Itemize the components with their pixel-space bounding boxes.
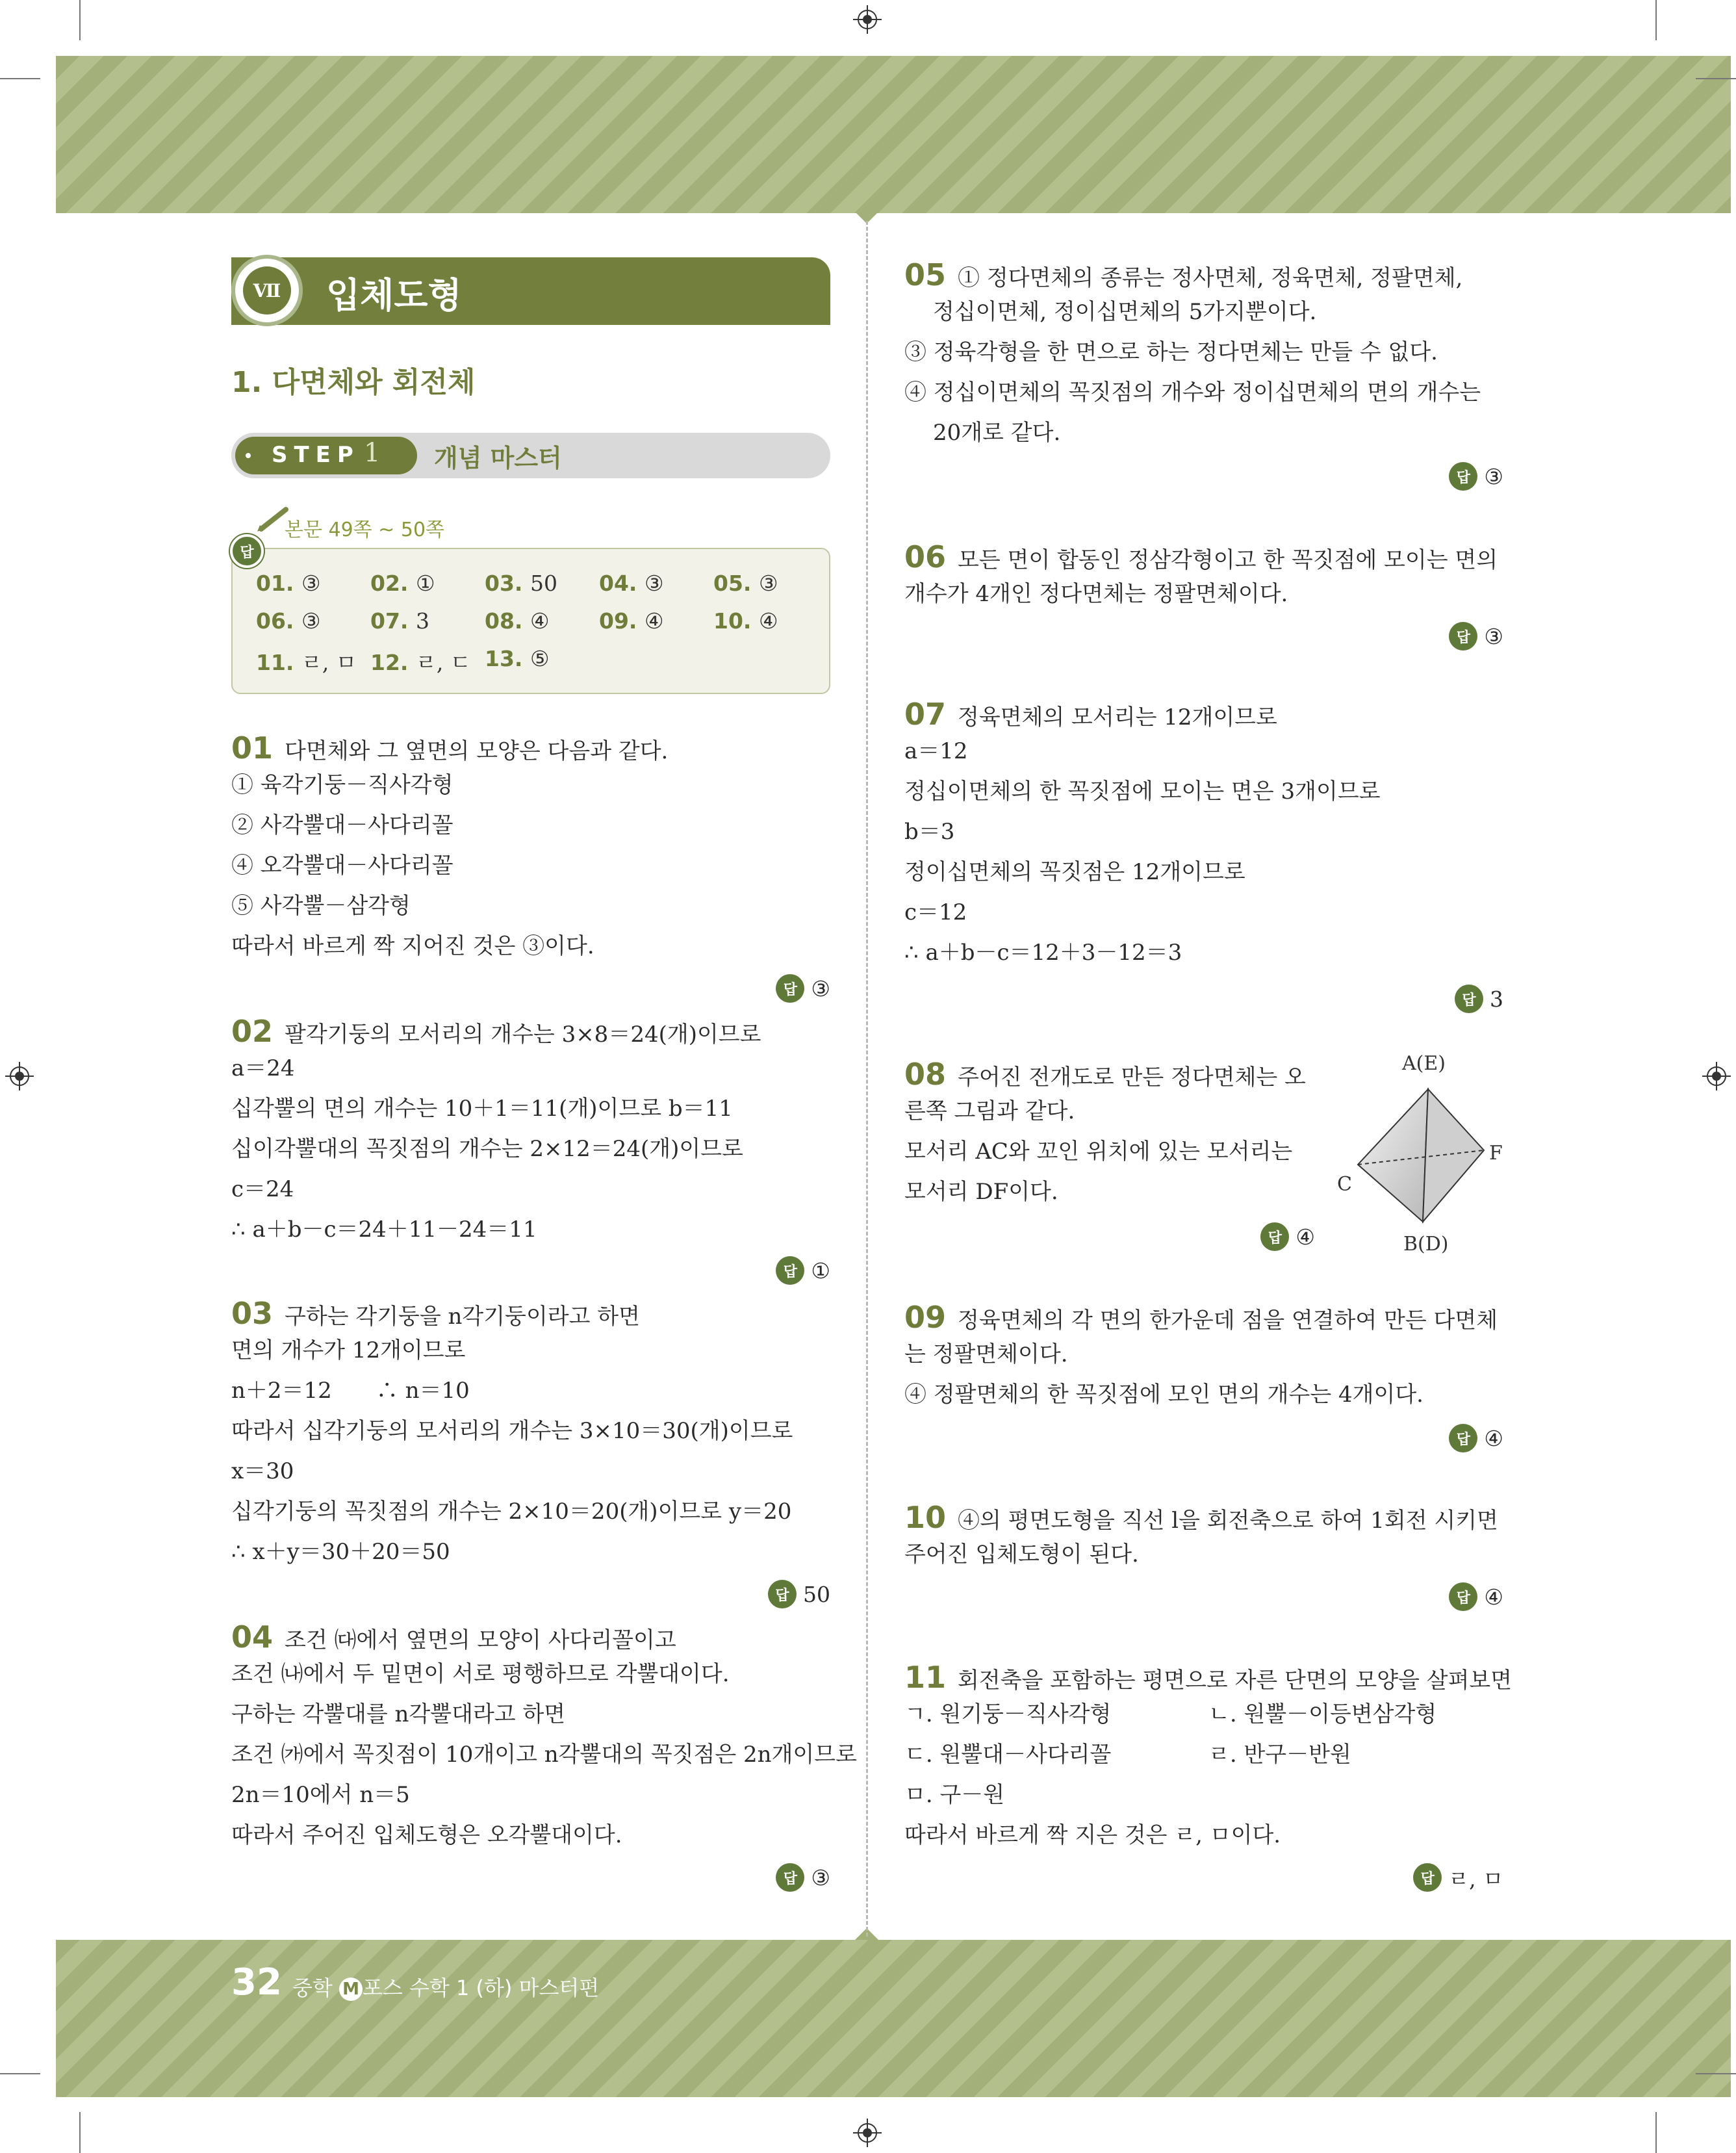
label-bottom: B(D) xyxy=(1403,1233,1449,1256)
text-line: 2n＝10에서 n＝5 xyxy=(231,1782,410,1808)
answer-item xyxy=(485,608,550,634)
chapter-numeral: Ⅶ xyxy=(243,266,291,315)
answer-item xyxy=(599,608,664,634)
answer-value: ㄹ, ㅁ xyxy=(301,650,357,675)
page-number: 32 xyxy=(231,1961,282,2004)
answer-badge xyxy=(1260,1222,1315,1252)
text-line: ④ 정십이면체의 꼭짓점의 개수와 정이십면체의 면의 개수는 xyxy=(904,380,1481,406)
question-text: 정육면체의 모서리는 12개이므로 xyxy=(958,704,1277,730)
crop-mark xyxy=(1655,0,1657,40)
text-line: ④ 정팔면체의 한 꼭짓점에 모인 면의 개수는 4개이다. xyxy=(904,1382,1423,1408)
answer-value: ③ xyxy=(1484,623,1503,649)
book-title-prefix: 중학 xyxy=(292,1976,333,2000)
crop-mark xyxy=(79,0,81,40)
answer-badge xyxy=(768,1579,830,1609)
answer-icon: 답 xyxy=(1449,1582,1477,1611)
answer-value: ③ xyxy=(644,571,664,596)
text-line: 른쪽 그림과 같다. xyxy=(904,1098,1075,1124)
question-text: ① 정다면체의 종류는 정사면체, 정육면체, 정팔면체, xyxy=(958,265,1463,291)
answer-value: ④ xyxy=(530,608,550,634)
question-number: 01 xyxy=(231,730,274,766)
answer-number: 07. xyxy=(370,608,409,634)
answer-value: ③ xyxy=(1484,463,1503,489)
crop-mark xyxy=(1655,2112,1657,2153)
answer-value: ㄹ, ㄷ xyxy=(415,650,471,675)
question-first-line xyxy=(231,1619,676,1655)
text-line: ㄹ. 반구－반원 xyxy=(1208,1742,1351,1768)
answer-badge xyxy=(1449,1582,1503,1612)
registration-mark-icon xyxy=(853,5,882,34)
question-number: 02 xyxy=(231,1014,274,1049)
answer-number: 09. xyxy=(599,608,637,634)
answer-item xyxy=(713,571,778,596)
text-line: 정십이면체의 한 꼭짓점에 모이는 면은 3개이므로 xyxy=(904,779,1381,805)
answer-value: ③ xyxy=(301,571,321,596)
text-line: 개수가 4개인 정다면체는 정팔면체이다. xyxy=(904,581,1288,607)
question-first-line xyxy=(231,1296,640,1331)
answer-icon: 답 xyxy=(1260,1222,1289,1251)
text-line: 따라서 주어진 입체도형은 오각뿔대이다. xyxy=(231,1822,622,1848)
answer-number: 08. xyxy=(485,608,523,634)
text-line: n＋2＝12 ∴ n＝10 xyxy=(231,1378,470,1404)
text-line: 십각기둥의 꼭짓점의 개수는 2×10＝20(개)이므로 y＝20 xyxy=(231,1499,792,1525)
book-title xyxy=(292,1972,599,2002)
text-line: ① 육각기둥－직사각형 xyxy=(231,772,453,798)
label-right: F xyxy=(1489,1142,1503,1165)
text-line: ㅁ. 구－원 xyxy=(904,1782,1005,1808)
text-line: ∴ a＋b－c＝12＋3－12＝3 xyxy=(904,940,1182,966)
question-text: 다면체와 그 옆면의 모양은 다음과 같다. xyxy=(285,738,669,764)
text-line: 십각뿔의 면의 개수는 10＋1＝11(개)이므로 b＝11 xyxy=(231,1096,733,1122)
step-dot xyxy=(246,453,251,458)
answer-value: ③ xyxy=(301,608,321,634)
text-line: 조건 ㈏에서 두 밑면이 서로 평행하므로 각뿔대이다. xyxy=(231,1661,730,1687)
answer-value: ④ xyxy=(1484,1425,1503,1451)
answer-item xyxy=(370,571,435,596)
question-text: 주어진 전개도로 만든 정다면체는 오 xyxy=(958,1064,1306,1090)
answer-value: ① xyxy=(415,571,435,596)
text-line: 조건 ㈎에서 꼭짓점이 10개이고 n각뿔대의 꼭짓점은 2n개이므로 xyxy=(231,1742,857,1768)
question-text: 회전축을 포함하는 평면으로 자른 단면의 모양을 살펴보면 xyxy=(958,1668,1513,1694)
answer-icon: 답 xyxy=(776,974,804,1003)
text-line: 구하는 각뿔대를 n각뿔대라고 하면 xyxy=(231,1701,566,1727)
question-number: 10 xyxy=(904,1500,947,1535)
answer-number: 05. xyxy=(713,571,752,596)
answer-item xyxy=(485,571,557,596)
answer-badge xyxy=(776,1256,830,1285)
step-name: 개념 마스터 xyxy=(434,444,562,472)
text-line: 정이십면체의 꼭짓점은 12개이므로 xyxy=(904,859,1245,885)
m-logo-icon: M xyxy=(339,1978,363,2001)
page-reference: 본문 49쪽 ~ 50쪽 xyxy=(285,519,445,541)
crop-mark xyxy=(1696,78,1736,79)
text-line: 모서리 AC와 꼬인 위치에 있는 모서리는 xyxy=(904,1139,1293,1165)
answer-number: 06. xyxy=(256,608,294,634)
bottom-decorative-band xyxy=(56,1940,1731,2097)
text-line: 모서리 DF이다. xyxy=(904,1179,1058,1205)
text-line: c＝12 xyxy=(904,899,967,925)
question-text: 조건 ㈐에서 옆면의 모양이 사다리꼴이고 xyxy=(285,1627,676,1653)
book-title-suffix: 포스 수학 1 (하) 마스터편 xyxy=(363,1976,600,2000)
answer-number: 12. xyxy=(370,650,409,675)
answer-value: 3 xyxy=(1490,986,1503,1012)
answer-value: ④ xyxy=(644,608,664,634)
answer-badge xyxy=(1449,1423,1503,1453)
question-text: 모든 면이 합동인 정삼각형이고 한 꼭짓점에 모이는 면의 xyxy=(958,547,1498,573)
answer-value: ⑤ xyxy=(530,646,550,671)
text-line: ㄱ. 원기둥－직사각형 xyxy=(904,1701,1112,1727)
question-first-line xyxy=(904,539,1498,574)
chapter-title: 입체도형 xyxy=(326,275,462,316)
text-line: a＝24 xyxy=(231,1055,295,1081)
text-line: c＝24 xyxy=(231,1176,294,1202)
answer-badge xyxy=(1449,621,1503,651)
answer-number: 02. xyxy=(370,571,409,596)
text-line: b＝3 xyxy=(904,819,955,845)
text-line: 따라서 십각기둥의 모서리의 개수는 3×10＝30(개)이므로 xyxy=(231,1418,793,1444)
answer-icon: 답 xyxy=(776,1863,804,1892)
label-top: A(E) xyxy=(1402,1052,1446,1075)
answer-icon: 답 xyxy=(776,1256,804,1285)
text-line: 는 정팔면체이다. xyxy=(904,1341,1068,1367)
section-title: 1. 다면체와 회전체 xyxy=(231,366,476,399)
answer-item xyxy=(599,571,664,596)
answer-value: ③ xyxy=(758,571,778,596)
text-line: ㄷ. 원뿔대－사다리꼴 xyxy=(904,1742,1112,1768)
chapter-header-bar xyxy=(231,257,830,325)
question-first-line xyxy=(231,1014,761,1049)
text-line: ③ 정육각형을 한 면으로 하는 정다면체는 만들 수 없다. xyxy=(904,339,1438,365)
answer-icon: 답 xyxy=(1449,622,1477,651)
registration-mark-icon xyxy=(853,2119,882,2147)
text-line: a＝12 xyxy=(904,738,968,764)
answer-value: ④ xyxy=(1484,1584,1503,1610)
question-number: 11 xyxy=(904,1660,947,1695)
answer-badge xyxy=(776,1863,830,1892)
text-line: 따라서 바르게 짝 지은 것은 ㄹ, ㅁ이다. xyxy=(904,1822,1281,1848)
answer-icon: 답 xyxy=(230,534,264,568)
answer-badge xyxy=(1455,984,1503,1014)
registration-mark-icon xyxy=(5,1062,34,1090)
answer-number: 11. xyxy=(256,650,294,675)
label-left: C xyxy=(1337,1173,1352,1196)
answer-value: ③ xyxy=(811,975,830,1001)
chapter-number-badge xyxy=(231,255,303,326)
text-line: ㄴ. 원뿔－이등변삼각형 xyxy=(1208,1701,1437,1727)
answer-icon: 답 xyxy=(768,1580,797,1608)
answer-number: 04. xyxy=(599,571,637,596)
answer-icon: 답 xyxy=(1413,1863,1442,1892)
text-line: ② 사각뿔대－사다리꼴 xyxy=(231,812,453,838)
text-line: ∴ a＋b－c＝24＋11－24＝11 xyxy=(231,1217,537,1243)
answer-item xyxy=(713,608,778,634)
question-first-line xyxy=(904,1057,1306,1092)
answer-value: ④ xyxy=(1296,1224,1315,1250)
answer-item xyxy=(256,608,321,634)
text-line: ∴ x＋y＝30＋20＝50 xyxy=(231,1539,450,1565)
question-first-line xyxy=(904,1660,1512,1695)
crop-mark xyxy=(0,2073,40,2074)
answer-item xyxy=(256,571,321,596)
crop-mark xyxy=(1696,2073,1736,2074)
text-line: 면의 개수가 12개이므로 xyxy=(231,1337,466,1363)
answer-number: 13. xyxy=(485,646,523,671)
crop-mark xyxy=(0,78,40,79)
text-line: 정십이면체, 정이십면체의 5가지뿐이다. xyxy=(933,299,1317,325)
tetrahedron-face xyxy=(1358,1089,1428,1222)
answer-value: 3 xyxy=(415,608,429,634)
question-number: 06 xyxy=(904,539,947,574)
question-text: 정육면체의 각 면의 한가운데 점을 연결하여 만든 다면체 xyxy=(958,1308,1498,1334)
text-line: 따라서 바르게 짝 지어진 것은 ③이다. xyxy=(231,933,594,959)
question-first-line xyxy=(231,730,668,766)
text-line: 십이각뿔대의 꼭짓점의 개수는 2×12＝24(개)이므로 xyxy=(231,1136,743,1162)
text-line: ④ 오각뿔대－사다리꼴 xyxy=(231,853,453,879)
answer-value: 50 xyxy=(530,571,557,596)
text-line: 20개로 같다. xyxy=(933,420,1061,446)
answer-item xyxy=(256,646,357,677)
answer-item xyxy=(485,646,550,671)
question-number: 08 xyxy=(904,1057,947,1092)
crop-mark xyxy=(79,2112,81,2153)
question-number: 04 xyxy=(231,1619,274,1655)
question-first-line xyxy=(904,1500,1498,1535)
step-label: STEP xyxy=(272,442,360,468)
question-first-line xyxy=(904,1300,1498,1335)
answer-item xyxy=(370,646,471,677)
tetrahedron-figure xyxy=(1337,1040,1503,1256)
question-text: ④의 평면도형을 직선 l을 회전축으로 하여 1회전 시키면 xyxy=(958,1508,1498,1534)
question-number: 03 xyxy=(231,1296,274,1331)
question-number: 07 xyxy=(904,697,947,732)
answer-icon: 답 xyxy=(1455,985,1483,1013)
answer-value: ① xyxy=(811,1257,830,1283)
question-text: 팔각기둥의 모서리의 개수는 3×8＝24(개)이므로 xyxy=(285,1022,761,1048)
answer-icon: 답 xyxy=(1449,1424,1477,1452)
answer-number: 03. xyxy=(485,571,523,596)
question-first-line xyxy=(904,697,1277,732)
answer-item xyxy=(370,608,429,634)
answer-number: 10. xyxy=(713,608,752,634)
answer-number: 01. xyxy=(256,571,294,596)
top-decorative-band xyxy=(56,56,1731,213)
text-line: 주어진 입체도형이 된다. xyxy=(904,1541,1139,1567)
answer-value: ③ xyxy=(811,1864,830,1890)
answer-badge xyxy=(776,973,830,1003)
tetrahedron-face xyxy=(1423,1089,1484,1222)
answer-value: 50 xyxy=(803,1581,830,1607)
step-number: 1 xyxy=(364,438,381,468)
answer-badge xyxy=(1449,461,1503,491)
answer-value: ④ xyxy=(758,608,778,634)
question-first-line xyxy=(904,257,1462,292)
question-number: 05 xyxy=(904,257,947,292)
question-number: 09 xyxy=(904,1300,947,1335)
text-line: ⑤ 사각뿔－삼각형 xyxy=(231,893,411,919)
question-text: 구하는 각기둥을 n각기둥이라고 하면 xyxy=(285,1304,640,1330)
column-divider xyxy=(866,221,868,1937)
text-line: x＝30 xyxy=(231,1458,294,1484)
answer-badge xyxy=(1413,1863,1503,1892)
answer-value: ㄹ, ㅁ xyxy=(1448,1866,1503,1892)
registration-mark-icon xyxy=(1702,1062,1731,1090)
answer-icon: 답 xyxy=(1449,462,1477,491)
